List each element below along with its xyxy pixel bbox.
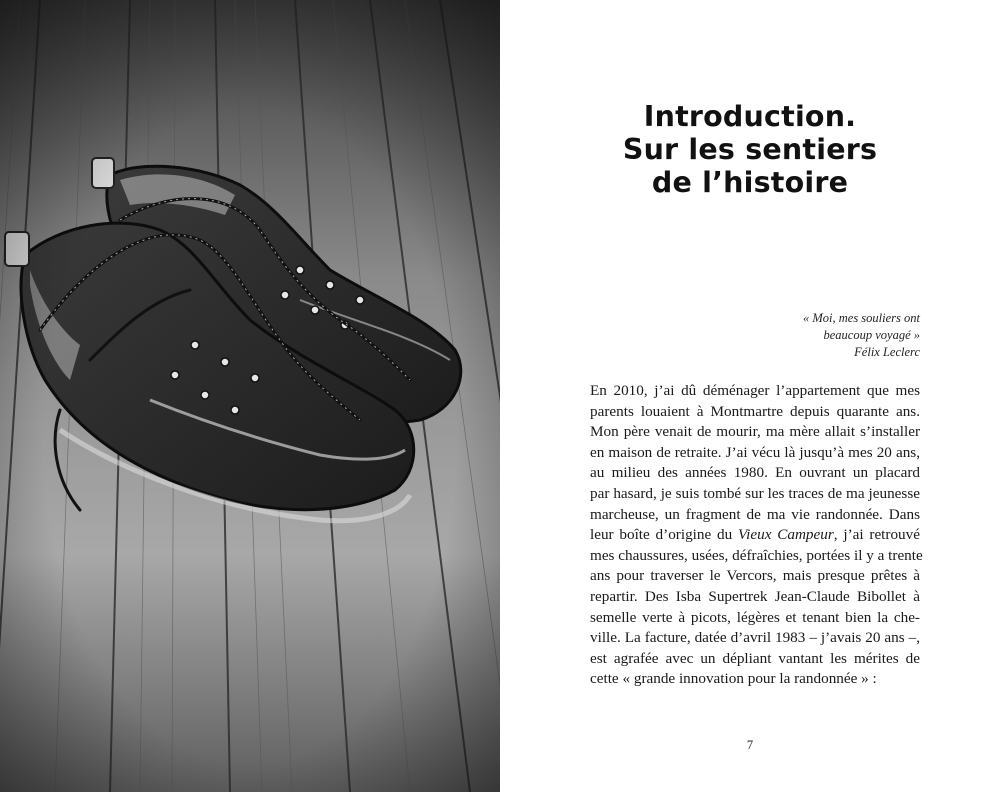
chapter-title bbox=[500, 100, 1000, 199]
chapter-title-line: Sur les sentiers bbox=[622, 133, 878, 166]
body-line: par hasard, je suis tombé sur les traces de ma jeunesse bbox=[590, 484, 920, 502]
body-paragraph bbox=[590, 381, 923, 690]
body-text-segment: , j’ai retrouvé bbox=[833, 526, 920, 544]
epigraph-line: « Moi, mes souliers ont bbox=[802, 311, 920, 325]
store-name-emphasis: Vieux Campeur bbox=[738, 526, 834, 544]
body-line: Mon père venait de mourir, ma mère allait s’installer bbox=[590, 423, 920, 441]
body-line: est agrafée avec un dépliant vantant les mérites de bbox=[590, 649, 920, 667]
body-line: cette « grande innovation pour la randonnée » : bbox=[590, 670, 877, 688]
body-line: ans pour traverser le Vercors, mais presque prêtes à bbox=[590, 567, 920, 585]
epigraph-author: Félix Leclerc bbox=[854, 345, 920, 359]
body-line: ville. La facture, datée d’avril 1983 – j’avais 20 ans –, bbox=[590, 629, 920, 647]
epigraph bbox=[660, 310, 920, 361]
body-line: En 2010, j’ai dû déménager l’appartement que mes bbox=[590, 382, 920, 399]
body-line: parents louaient à Montmartre depuis quarante ans. bbox=[590, 402, 920, 420]
body-line: en maison de retraite. J’ai vécu là jusqu’à mes 20 ans, bbox=[590, 443, 920, 461]
body-line: marcheuse, un fragment de ma vie randonnée. Dans bbox=[590, 505, 920, 523]
chapter-title-line: de l’histoire bbox=[651, 166, 849, 199]
body-line bbox=[590, 525, 920, 546]
page-number: 7 bbox=[746, 738, 754, 752]
chapter-title-line: Introduction. bbox=[643, 100, 857, 133]
body-line: semelle verte à picots, légères et tenant bien la che- bbox=[590, 608, 920, 626]
epigraph-line: beaucoup voyagé » bbox=[823, 328, 920, 342]
body-line: au milieu des années 1980. En ouvrant un placard bbox=[590, 464, 920, 482]
body-line: mes chaussures, usées, défraîchies, portées il y a trente bbox=[590, 546, 923, 564]
body-line: repartir. Des Isba Supertrek Jean-Claude Bibollet à bbox=[590, 587, 920, 605]
text-page bbox=[500, 0, 1000, 792]
body-text-segment: leur boîte d’origine du bbox=[590, 526, 738, 544]
